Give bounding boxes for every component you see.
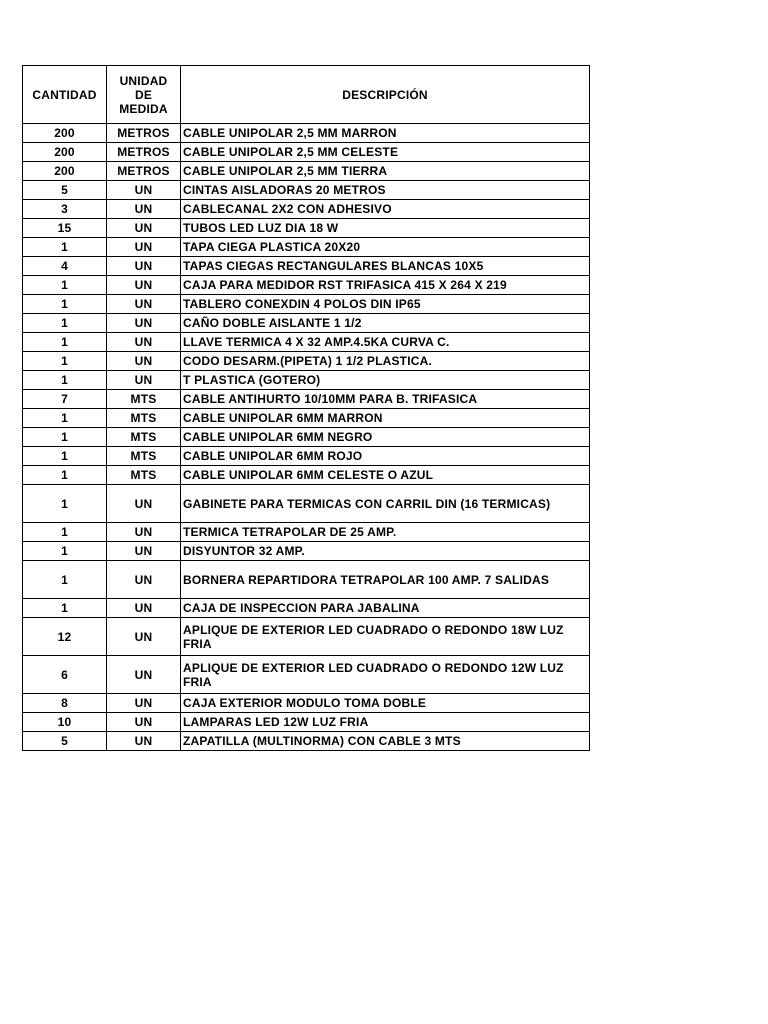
- header-unidad: [107, 66, 181, 124]
- table-row: [23, 466, 590, 485]
- cell-descripcion: CAJA EXTERIOR MODULO TOMA DOBLE: [181, 694, 590, 713]
- cell-unidad: UN: [107, 352, 181, 371]
- cell-descripcion: CABLE ANTIHURTO 10/10MM PARA B. TRIFASICA: [181, 390, 590, 409]
- cell-cantidad: 1: [23, 333, 107, 352]
- cell-cantidad: 1: [23, 295, 107, 314]
- cell-descripcion: CAJA DE INSPECCION PARA JABALINA: [181, 599, 590, 618]
- cell-cantidad: 1: [23, 409, 107, 428]
- cell-cantidad: 1: [23, 276, 107, 295]
- table-row: [23, 257, 590, 276]
- cell-cantidad: 1: [23, 523, 107, 542]
- table-row: [23, 542, 590, 561]
- cell-descripcion: TAPA CIEGA PLASTICA 20X20: [181, 238, 590, 257]
- cell-unidad: UN: [107, 257, 181, 276]
- table-header-row: [23, 66, 590, 124]
- cell-descripcion: CABLE UNIPOLAR 6MM MARRON: [181, 409, 590, 428]
- cell-cantidad: 7: [23, 390, 107, 409]
- cell-unidad: METROS: [107, 143, 181, 162]
- cell-cantidad: 5: [23, 181, 107, 200]
- table-body: [23, 124, 590, 751]
- cell-cantidad: 1: [23, 238, 107, 257]
- table-row: [23, 523, 590, 542]
- cell-cantidad: 1: [23, 599, 107, 618]
- cell-cantidad: 200: [23, 162, 107, 181]
- cell-cantidad: 12: [23, 618, 107, 656]
- table-row: [23, 124, 590, 143]
- cell-descripcion: CABLE UNIPOLAR 6MM ROJO: [181, 447, 590, 466]
- cell-descripcion: DISYUNTOR 32 AMP.: [181, 542, 590, 561]
- cell-unidad: MTS: [107, 466, 181, 485]
- cell-cantidad: 1: [23, 314, 107, 333]
- table-row: [23, 333, 590, 352]
- cell-unidad: MTS: [107, 447, 181, 466]
- cell-unidad: UN: [107, 485, 181, 523]
- cell-descripcion: CABLE UNIPOLAR 6MM CELESTE O AZUL: [181, 466, 590, 485]
- cell-cantidad: 6: [23, 656, 107, 694]
- cell-descripcion: GABINETE PARA TERMICAS CON CARRIL DIN (16 TERMICAS): [181, 485, 590, 523]
- materials-sheet: [22, 65, 589, 751]
- table-row: [23, 276, 590, 295]
- cell-descripcion: CABLE UNIPOLAR 6MM NEGRO: [181, 428, 590, 447]
- cell-unidad: UN: [107, 732, 181, 751]
- cell-descripcion: CAÑO DOBLE AISLANTE 1 1/2: [181, 314, 590, 333]
- header-unidad-line3: MEDIDA: [119, 101, 168, 116]
- table-row: [23, 599, 590, 618]
- cell-cantidad: 200: [23, 143, 107, 162]
- cell-unidad: UN: [107, 523, 181, 542]
- table-row: [23, 295, 590, 314]
- cell-descripcion: ZAPATILLA (MULTINORMA) CON CABLE 3 MTS: [181, 732, 590, 751]
- cell-unidad: UN: [107, 561, 181, 599]
- cell-unidad: METROS: [107, 124, 181, 143]
- cell-unidad: MTS: [107, 390, 181, 409]
- table-row: [23, 618, 590, 656]
- table-row: [23, 561, 590, 599]
- cell-descripcion: LAMPARAS LED 12W LUZ FRIA: [181, 713, 590, 732]
- table-row: [23, 732, 590, 751]
- table-row: [23, 390, 590, 409]
- table-row: [23, 238, 590, 257]
- cell-unidad: UN: [107, 314, 181, 333]
- cell-cantidad: 15: [23, 219, 107, 238]
- header-cantidad: CANTIDAD: [23, 66, 107, 124]
- cell-descripcion: T PLASTICA (GOTERO): [181, 371, 590, 390]
- cell-descripcion: TABLERO CONEXDIN 4 POLOS DIN IP65: [181, 295, 590, 314]
- cell-unidad: UN: [107, 238, 181, 257]
- cell-cantidad: 5: [23, 732, 107, 751]
- cell-cantidad: 3: [23, 200, 107, 219]
- cell-unidad: UN: [107, 295, 181, 314]
- cell-unidad: UN: [107, 333, 181, 352]
- cell-cantidad: 1: [23, 352, 107, 371]
- table-row: [23, 485, 590, 523]
- cell-unidad: METROS: [107, 162, 181, 181]
- cell-descripcion: CABLE UNIPOLAR 2,5 MM CELESTE: [181, 143, 590, 162]
- cell-descripcion: LLAVE TERMICA 4 X 32 AMP.4.5KA CURVA C.: [181, 333, 590, 352]
- table-row: [23, 371, 590, 390]
- table-row: [23, 656, 590, 694]
- cell-unidad: UN: [107, 200, 181, 219]
- table-row: [23, 219, 590, 238]
- header-descripcion: DESCRIPCIÓN: [181, 66, 590, 124]
- cell-cantidad: 1: [23, 371, 107, 390]
- header-unidad-line1: UNIDAD: [119, 73, 168, 88]
- cell-unidad: UN: [107, 371, 181, 390]
- cell-unidad: UN: [107, 713, 181, 732]
- cell-cantidad: 1: [23, 447, 107, 466]
- header-unidad-line2: DE: [134, 87, 153, 102]
- table-row: [23, 428, 590, 447]
- cell-cantidad: 1: [23, 428, 107, 447]
- cell-descripcion: CABLE UNIPOLAR 2,5 MM TIERRA: [181, 162, 590, 181]
- cell-unidad: UN: [107, 542, 181, 561]
- cell-cantidad: 200: [23, 124, 107, 143]
- cell-cantidad: 1: [23, 561, 107, 599]
- table-row: [23, 314, 590, 333]
- table-row: [23, 352, 590, 371]
- cell-descripcion: BORNERA REPARTIDORA TETRAPOLAR 100 AMP. 7 SALIDAS: [181, 561, 590, 599]
- cell-descripcion: CABLE UNIPOLAR 2,5 MM MARRON: [181, 124, 590, 143]
- cell-descripcion: CAJA PARA MEDIDOR RST TRIFASICA 415 X 264 X 219: [181, 276, 590, 295]
- cell-unidad: MTS: [107, 409, 181, 428]
- table-row: [23, 713, 590, 732]
- table-row: [23, 694, 590, 713]
- cell-cantidad: 4: [23, 257, 107, 276]
- cell-unidad: UN: [107, 181, 181, 200]
- cell-descripcion: CINTAS AISLADORAS 20 METROS: [181, 181, 590, 200]
- cell-descripcion: TERMICA TETRAPOLAR DE 25 AMP.: [181, 523, 590, 542]
- cell-descripcion: TAPAS CIEGAS RECTANGULARES BLANCAS 10X5: [181, 257, 590, 276]
- cell-cantidad: 1: [23, 466, 107, 485]
- cell-descripcion: APLIQUE DE EXTERIOR LED CUADRADO O REDONDO 18W LUZ FRIA: [181, 618, 590, 656]
- cell-unidad: UN: [107, 694, 181, 713]
- cell-unidad: UN: [107, 276, 181, 295]
- cell-descripcion: CODO DESARM.(PIPETA) 1 1/2 PLASTICA.: [181, 352, 590, 371]
- table-row: [23, 143, 590, 162]
- table-row: [23, 162, 590, 181]
- cell-cantidad: 1: [23, 485, 107, 523]
- cell-unidad: MTS: [107, 428, 181, 447]
- table-row: [23, 181, 590, 200]
- table-row: [23, 447, 590, 466]
- cell-descripcion: TUBOS LED LUZ DIA 18 W: [181, 219, 590, 238]
- cell-descripcion: APLIQUE DE EXTERIOR LED CUADRADO O REDONDO 12W LUZ FRIA: [181, 656, 590, 694]
- cell-cantidad: 8: [23, 694, 107, 713]
- table-row: [23, 409, 590, 428]
- cell-cantidad: 1: [23, 542, 107, 561]
- cell-unidad: UN: [107, 599, 181, 618]
- cell-descripcion: CABLECANAL 2X2 CON ADHESIVO: [181, 200, 590, 219]
- table-row: [23, 200, 590, 219]
- cell-unidad: UN: [107, 219, 181, 238]
- cell-unidad: UN: [107, 656, 181, 694]
- cell-cantidad: 10: [23, 713, 107, 732]
- materials-table: [22, 65, 590, 751]
- cell-unidad: UN: [107, 618, 181, 656]
